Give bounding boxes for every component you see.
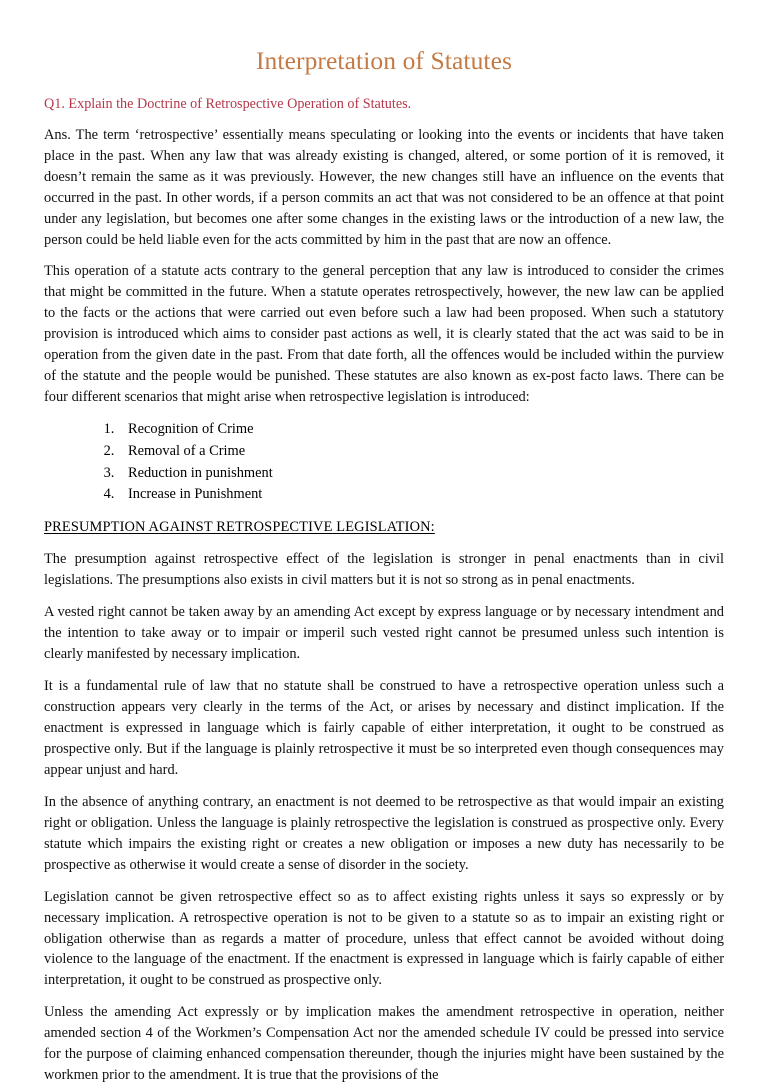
answer-paragraph-2: This operation of a statute acts contrary to the general perception that any law is introduced to consider the crimes that might be committed in the future. When a statute operates retrospectively, however, the new law can be applied to the facts or the actions that were carried out even before such a law had been proposed. When such a statutory provision is introduced which aims to consider past actions as well, it is clearly stated that the act was said to be in operation from the given date in the past. From that date forth, all the offences would be included within the purview of the statute and the people would be punished. These statutes are also known as ex-post facto laws. There can be four different scenarios that might arise when retrospective legislation is introduced: <box>44 263 724 406</box>
list-item: 2. Removal of a Crime <box>118 441 724 462</box>
section-paragraph-6: Unless the amending Act expressly or by implication makes the amendment retrospective in operation, neither amended section 4 of the Workmen’s Compensation Act nor the amended schedule IV could be pressed into service for the purpose of claiming enhanced compensation thereunder, though the injuries might have been sustained by the workmen prior to the amendment. It is true that the provisions of the <box>44 1004 724 1084</box>
section-heading: PRESUMPTION AGAINST RETROSPECTIVE LEGISLATION: <box>44 519 435 536</box>
list-item: 4. Increase in Punishment <box>118 484 724 505</box>
list-item: 3. Reduction in punishment <box>118 463 724 484</box>
list-item: 1. Recognition of Crime <box>118 419 724 440</box>
section-paragraph-3: It is a fundamental rule of law that no statute shall be construed to have a retrospective operation unless such a construction appears very clearly in the terms of the Act, or arises by necessary and distinct implication. If the enactment is expressed in language which is fairly capable of either interpretation, it ought to be construed as prospective only. But if the language is plainly retrospective it must be so interpreted even though consequences may appear unjust and hard. <box>44 678 724 778</box>
answer-paragraph-1: Ans. The term ‘retrospective’ essentially means speculating or looking into the events or incidents that have taken place in the past. When any law that was already existing is changed, altered, or some portion of it is removed, it doesn’t remain the same as it was previously. However, the new changes still have an influence on the events that occurred in the past. In other words, if a person commits an act that was not considered to be an offence at that point under any legislation, but becomes one after some changes in the existing laws or the introduction of a new law, the person could be held liable even for the acts committed by him in the past that are now an offence. <box>44 126 724 248</box>
section-paragraph-5: Legislation cannot be given retrospective effect so as to affect existing rights unless it says so expressly or by necessary implication. A retrospective operation is not to be given to a statute so as to impair an existing right or obligation otherwise than as regards a matter of procedure, unless that effect cannot be avoided without doing violence to the language of the enactment. If the enactment is expressed in language which is fairly capable of either interpretation, it ought to be construed as prospective only. <box>44 888 724 989</box>
section-paragraph-1: The presumption against retrospective effect of the legislation is stronger in penal enactments than in civil legislations. The presumptions also exists in civil matters but it is not so strong as in penal enactments. <box>44 551 724 589</box>
page-title: Interpretation of Statutes <box>255 46 513 75</box>
scenario-list <box>44 419 724 505</box>
section-paragraph-2: A vested right cannot be taken away by an amending Act except by express language or by necessary intendment and the intention to take away or to impair or imperil such vested right cannot be presumed unless such intention is clearly manifested by necessary implication. <box>44 604 724 663</box>
section-paragraph-4: In the absence of anything contrary, an enactment is not deemed to be retrospective as that would impair an existing right or obligation. Unless the language is plainly retrospective the legislation is construed as prospective only. Every statute which impairs the existing right or creates a new obligation or imposes a new duty has necessarily to be prospective as otherwise it would create a sense of disorder in the society. <box>44 793 724 873</box>
question-heading: Q1. Explain the Doctrine of Retrospective Operation of Statutes. <box>44 95 412 112</box>
